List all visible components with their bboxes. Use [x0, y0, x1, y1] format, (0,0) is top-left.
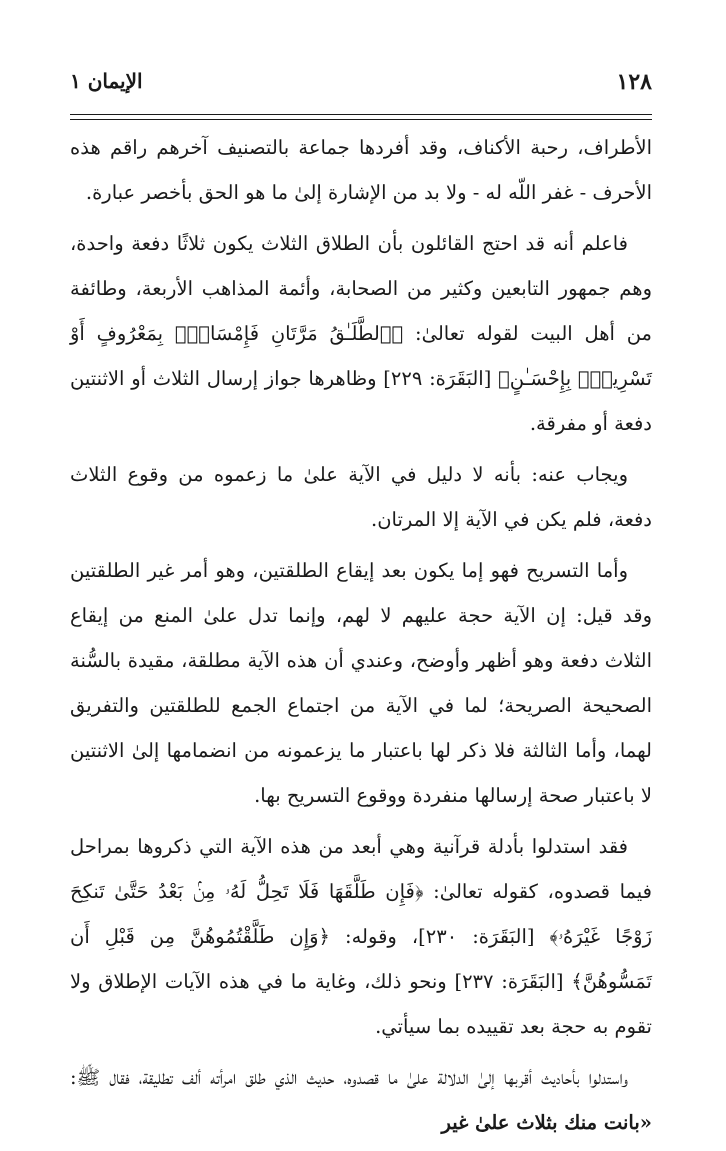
paragraph-response	[70, 452, 652, 542]
header-rule-bottom	[70, 119, 652, 120]
paragraph-tasrih	[70, 548, 652, 818]
header-rule-top	[70, 114, 652, 115]
paragraph-quranic-evidence	[70, 824, 652, 1049]
paragraph-continuation	[70, 125, 652, 215]
paragraph-text: ويجاب عنه: بأنه لا دليل في الآية علىٰ ما زعموه من وقوع الثلاث دفعة، فلم يكن في الآية إلا المرتان.	[70, 463, 652, 531]
paragraph-text: فاعلم أنه قد احتج القائلون بأن الطلاق الثلاث يكون ثلاثًا دفعة واحدة، وهم جمهور التابعين وكثير من الصحابة، وأئمة المذاهب الأربعة، وطائفة من أهل البيت لقوله تعالىٰ: ﴿ٱلطَّلَـٰقُ مَرَّتَانِ فَإِمْسَاكٌۢ بِمَعْرُوفٍ أَوْ تَسْرِيحٌۢ بِإِحْسَـٰنٍ﴾ [البَقَرَة: ٢٢٩] وظاهرها جواز إرسال الثلاث أو الاثنتين دفعة أو مفرقة.	[70, 232, 652, 435]
page-number: ١٢٨	[616, 69, 652, 95]
paragraph-text: وأما التسريح فهو إما يكون بعد إيقاع الطلقتين، وهو أمر غير الطلقتين وقد قيل: إن الآية حجة عليهم لا لهم، وإنما تدل علىٰ المنع من إيقاع الثلاث دفعة وهو أظهر وأوضح، وعندي أن هذه الآية مطلقة، مقيدة بالسُّنة الصحيحة الصريحة؛ لما في الآية من اجتماع الجمع للطلقتين والتفريق لهما، وأما الثالثة فلا ذكر لها باعتبار ما يزعمونه من انضمامها إلىٰ الاثنتين لا باعتبار صحة إرسالها منفردة ووقوع التسريح بها.	[70, 559, 652, 807]
paragraph-text: الأطراف، رحبة الأكناف، وقد أفردها جماعة بالتصنيف آخرهم راقم هذه الأحرف - غفر اللّه له - ولا بد من الإشارة إلىٰ ما هو الحق بأخصر عبارة.	[70, 136, 652, 204]
page-body	[70, 125, 652, 1151]
page-header	[70, 55, 652, 115]
book-page	[70, 55, 652, 1134]
paragraph-text: فقد استدلوا بأدلة قرآنية وهي أبعد من هذه الآية التي ذكروها بمراحل فيما قصدوه، كقوله تعالىٰ: ﴿فَإِن طَلَّقَهَا فَلَا تَحِلُّ لَهُۥ مِنۢ بَعْدُ حَتَّىٰ تَنكِحَ زَوْجًا غَيْرَهُۥ﴾ [البَقَرَة: ٢٣٠]، وقوله: ﴿وَإِن طَلَّقْتُمُوهُنَّ مِن قَبْلِ أَن تَمَسُّوهُنَّ﴾ [البَقَرَة: ٢٣٧] ونحو ذلك، وغاية ما في هذه الآيات الإطلاق ولا تقوم به حجة بعد تقييده بما سيأتي.	[70, 835, 652, 1038]
paragraph-triple-divorce-argument	[70, 221, 652, 446]
running-title: الإيمان ١	[70, 69, 143, 93]
paragraph-text: واستدلوا بأحاديث أقربها إلىٰ الدلالة علىٰ ما قصدوه، حديث الذي طلق امرأته ألف تطليقة، فقال ﷺ:	[70, 1066, 628, 1089]
paragraph-hadith-evidence	[70, 1055, 652, 1145]
hadith-quote: «بانت منك بثلاث علىٰ غير	[441, 1111, 652, 1134]
